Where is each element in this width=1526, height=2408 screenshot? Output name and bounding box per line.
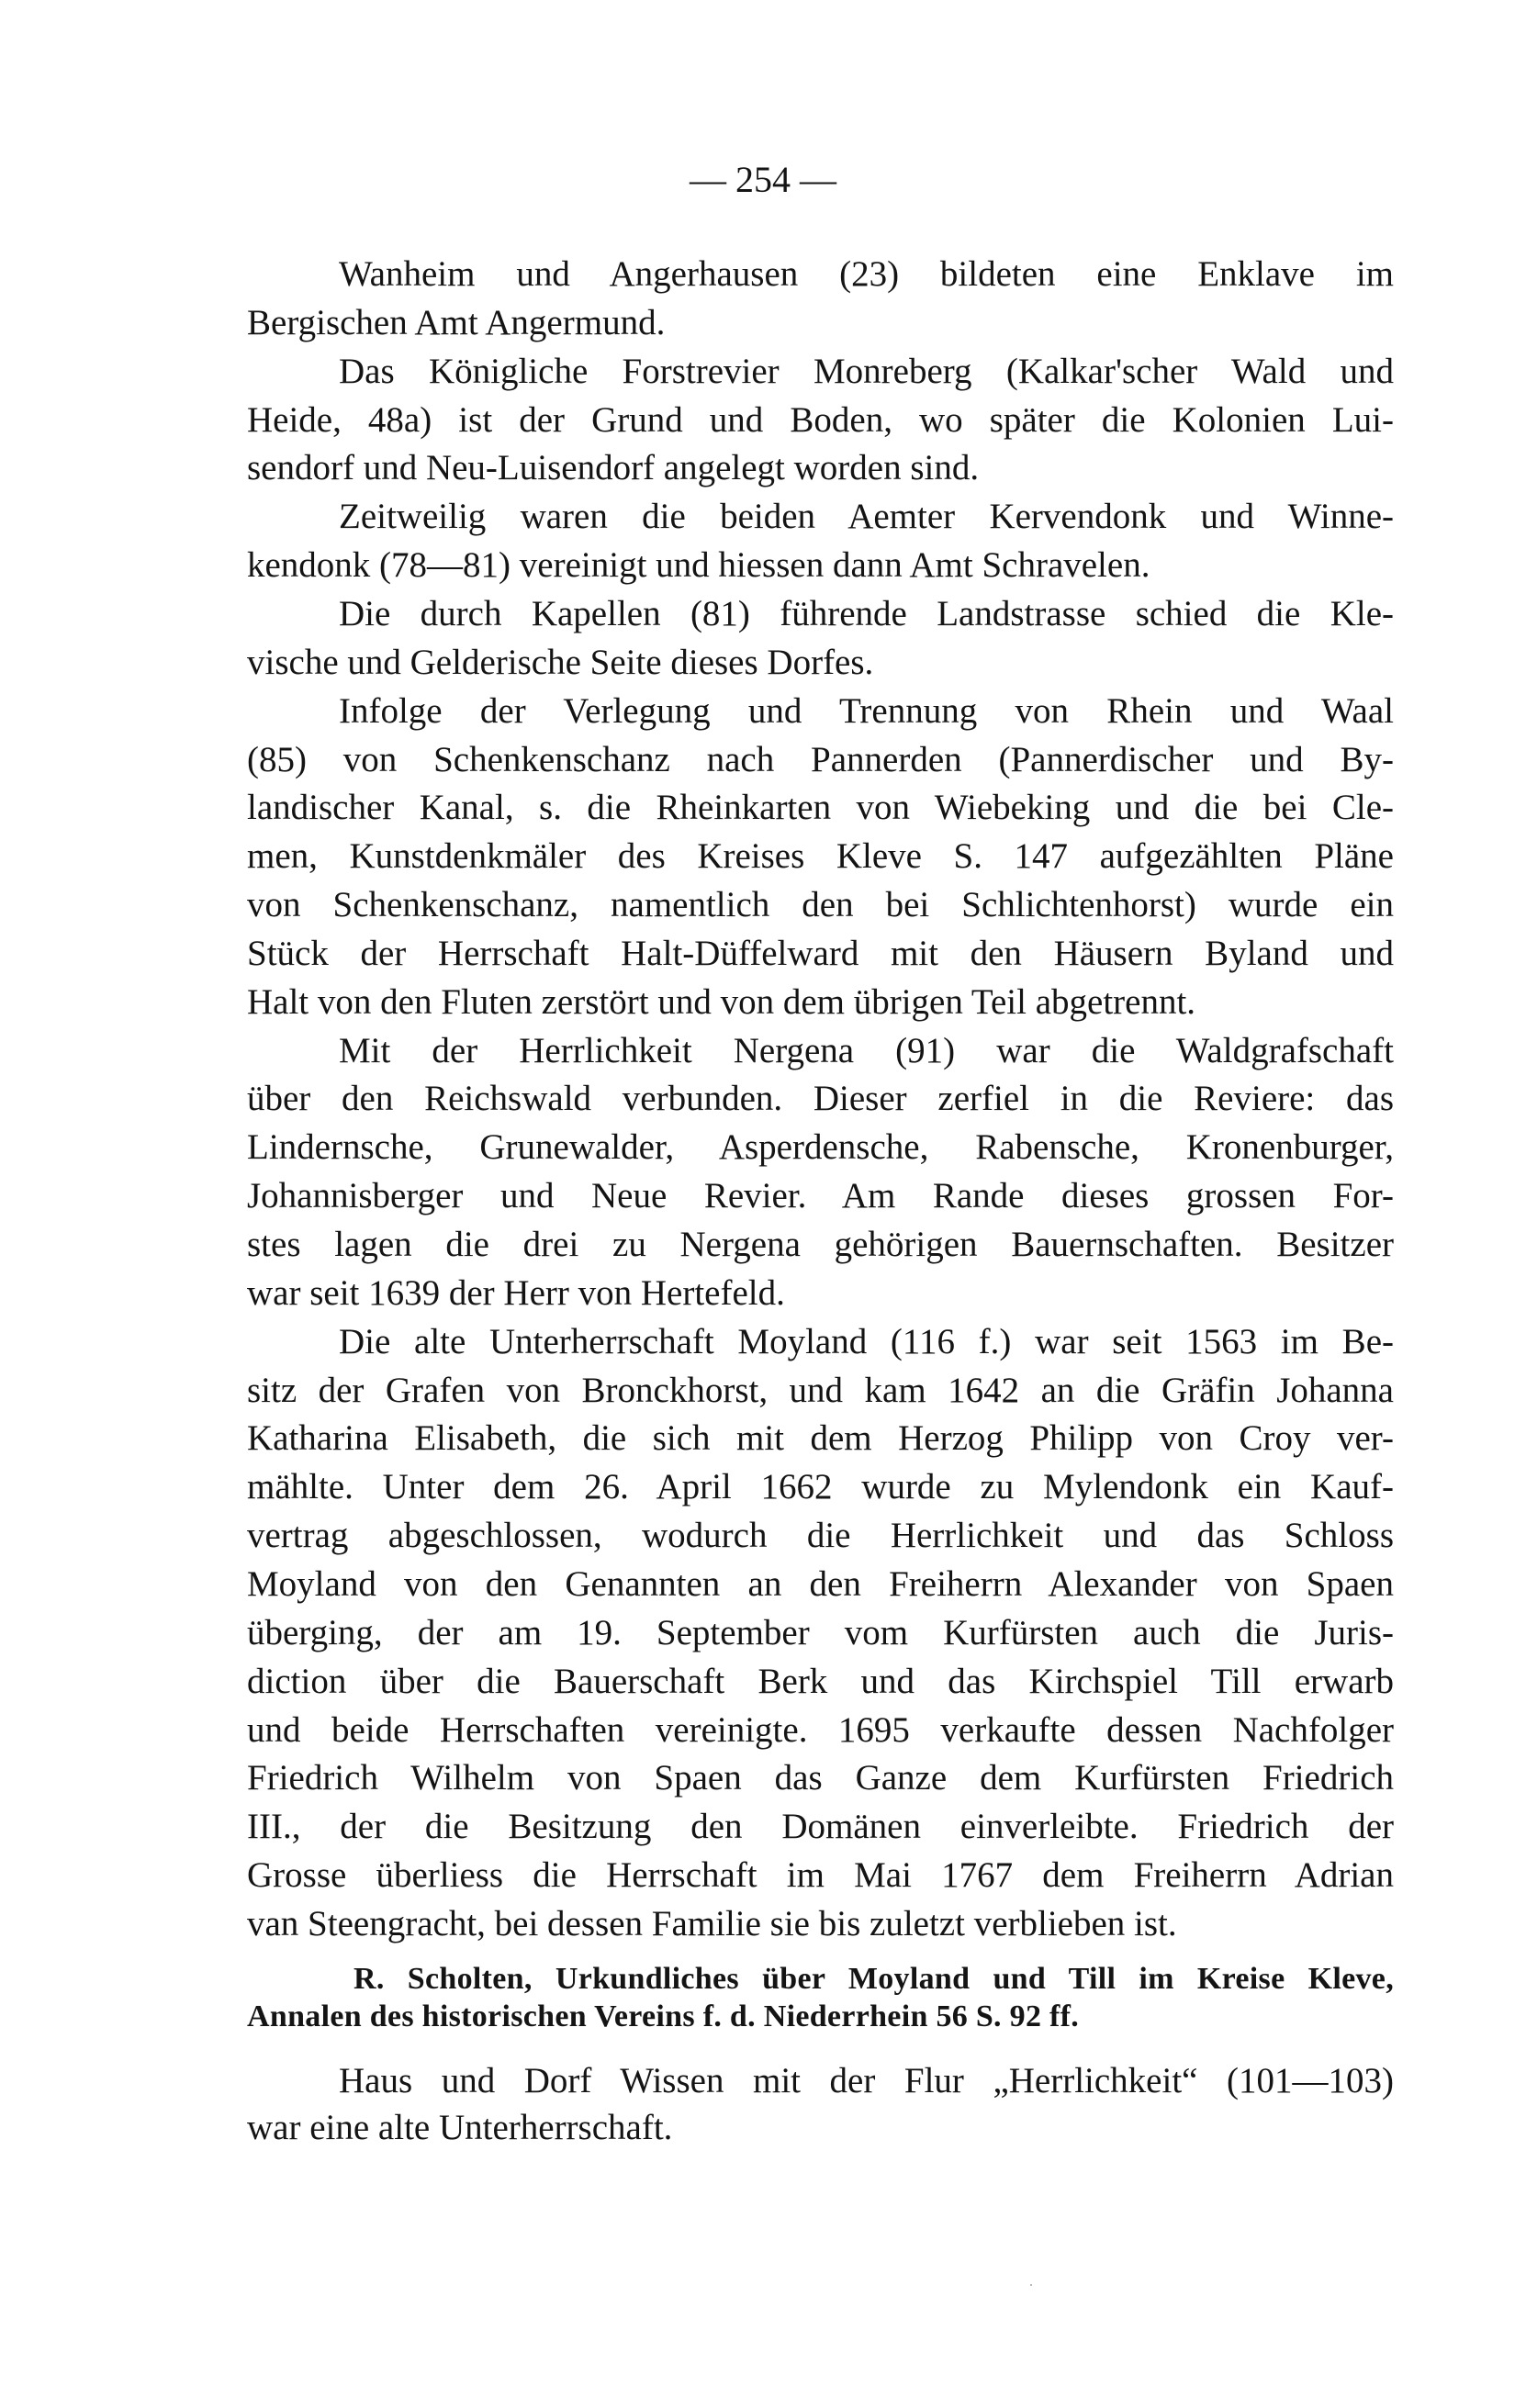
text-line: Friedrich Wilhelm von Spaen das Ganze dem Kurfürsten Friedrich xyxy=(247,1758,1394,1798)
text-line: Grosse überliess die Herrschaft im Mai 1767 dem Freiherrn Adrian xyxy=(247,1855,1394,1896)
reference-line: Annalen des historischen Vereins f. d. Niederrhein 56 S. 92 ff. xyxy=(247,1999,1080,2033)
text-line: Die durch Kapellen (81) führende Landstrasse schied die Kle- xyxy=(339,593,1394,633)
text-line: Das Königliche Forstrevier Monreberg (Kalkar'scher Wald und xyxy=(339,351,1394,391)
text-line: Lindernsche, Grunewalder, Asperdensche, Rabensche, Kronenburger, xyxy=(247,1127,1394,1168)
text-line: Katharina Elisabeth, die sich mit dem Herzog Philipp von Croy ver- xyxy=(247,1418,1394,1459)
text-line: Infolge der Verlegung und Trennung von Rhein und Waal xyxy=(339,690,1394,731)
text-line: mählte. Unter dem 26. April 1662 wurde zu Mylendonk ein Kauf- xyxy=(247,1467,1394,1507)
page-number: — 254 — xyxy=(690,159,836,200)
text-line: Moyland von den Genannten an den Freiherrn Alexander von Spaen xyxy=(247,1563,1394,1604)
text-line: Haus und Dorf Wissen mit der Flur „Herrlichkeit“ (101—103) xyxy=(339,2061,1394,2100)
text-line: über den Reichswald verbunden. Dieser zerfiel in die Reviere: das xyxy=(247,1079,1394,1119)
scan-speck xyxy=(1030,2284,1032,2286)
text-line: Heide, 48a) ist der Grund und Boden, wo später die Kolonien Lui- xyxy=(247,399,1394,440)
text-line: Wanheim und Angerhausen (23) bildeten eine Enklave im xyxy=(339,254,1394,294)
text-line: sitz der Grafen von Bronckhorst, und kam 1642 an die Gräfin Johanna xyxy=(247,1370,1394,1410)
text-line: vische und Gelderische Seite dieses Dorfes. xyxy=(247,642,874,682)
text-line: und beide Herrschaften vereinigte. 1695 verkaufte dessen Nachfolger xyxy=(247,1709,1394,1750)
text-line: III., der die Besitzung den Domänen einverleibte. Friedrich der xyxy=(247,1807,1394,1847)
text-line: (85) von Schenkenschanz nach Pannerden (Pannerdischer und By- xyxy=(247,739,1394,779)
text-line: Mit der Herrlichkeit Nergena (91) war die Waldgrafschaft xyxy=(339,1030,1394,1070)
text-line: men, Kunstdenkmäler des Kreises Kleve S. 147 aufgezählten Pläne xyxy=(247,836,1394,877)
text-line: Johannisberger und Neue Revier. Am Rande dieses grossen For- xyxy=(247,1176,1394,1216)
reference-line: R. Scholten, Urkundliches über Moyland und Till im Kreise Kleve, xyxy=(353,1962,1394,1996)
text-line: kendonk (78—81) vereinigt und hiessen dann Amt Schravelen. xyxy=(247,545,1150,586)
text-line: Bergischen Amt Angermund. xyxy=(247,302,666,342)
text-line: Stück der Herrschaft Halt-Düffelward mit den Häusern Byland und xyxy=(247,933,1394,973)
text-line: diction über die Bauerschaft Berk und das Kirchspiel Till erwarb xyxy=(247,1661,1394,1701)
text-line: war seit 1639 der Herr von Hertefeld. xyxy=(247,1272,785,1313)
text-line: Zeitweilig waren die beiden Aemter Kervendonk und Winne- xyxy=(339,497,1394,537)
text-line: Halt von den Fluten zerstört und von dem übrigen Teil abgetrennt. xyxy=(247,981,1196,1022)
text-line: sendorf und Neu-Luisendorf angelegt worden sind. xyxy=(247,448,980,488)
text-line: überging, der am 19. September vom Kurfürsten auch die Juris- xyxy=(247,1612,1394,1652)
text-line: war eine alte Unterherrschaft. xyxy=(247,2108,673,2147)
text-line: vertrag abgeschlossen, wodurch die Herrlichkeit und das Schloss xyxy=(247,1516,1394,1556)
text-line: landischer Kanal, s. die Rheinkarten von Wiebeking und die bei Cle- xyxy=(247,788,1394,828)
text-line: von Schenkenschanz, namentlich den bei Schlichtenhorst) wurde ein xyxy=(247,885,1394,925)
text-line: stes lagen die drei zu Nergena gehörigen Bauernschaften. Besitzer xyxy=(247,1225,1394,1264)
text-line: Die alte Unterherrschaft Moyland (116 f.) war seit 1563 im Be- xyxy=(339,1321,1394,1361)
text-line: van Steengracht, bei dessen Familie sie bis zuletzt verblieben ist. xyxy=(247,1903,1177,1943)
